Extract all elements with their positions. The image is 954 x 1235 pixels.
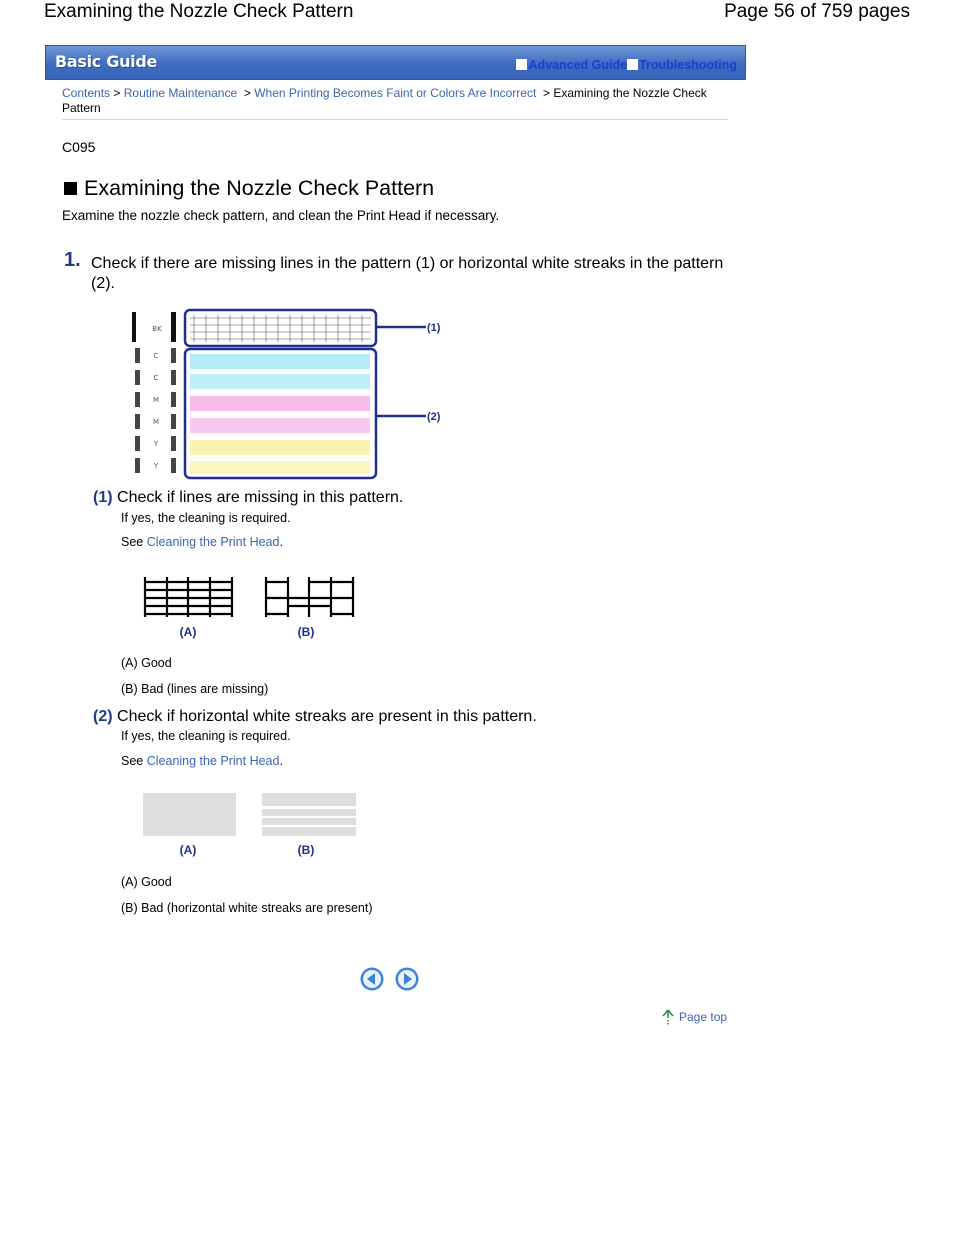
check-1-note: If yes, the cleaning is required.: [121, 511, 291, 525]
ink-label-c2: C: [153, 374, 159, 382]
cleaning-print-head-link[interactable]: Cleaning the Print Head: [146, 535, 280, 549]
cyan-bar: [190, 354, 370, 369]
document-title: Examining the Nozzle Check Pattern: [44, 1, 354, 22]
banner-links: [516, 58, 737, 72]
example-b-streaked: [262, 793, 356, 836]
callout-label-2: (2): [427, 411, 441, 423]
example-a-grid: [145, 577, 232, 617]
next-page-button[interactable]: [395, 967, 419, 991]
square-icon: [627, 59, 638, 70]
ink-label-c1: C: [153, 352, 159, 360]
square-bullet-icon: [64, 182, 77, 195]
see-suffix: .: [279, 535, 283, 549]
ink-marks: [132, 312, 176, 473]
breadcrumb-separator: >: [542, 86, 550, 100]
breadcrumb-faint-colors[interactable]: When Printing Becomes Faint or Colors Are Incorrect: [254, 86, 537, 100]
see-prefix: See: [121, 754, 144, 768]
step-number: 1.: [64, 249, 81, 271]
nozzle-check-pattern-figure: [128, 306, 448, 482]
up-arrow-icon: [662, 1009, 674, 1025]
example-a-label: (A): [179, 843, 197, 857]
check-2-number: (2): [93, 708, 113, 725]
troubleshooting-link[interactable]: Troubleshooting: [627, 58, 737, 72]
check-2-bad: (B) Bad (horizontal white streaks are present): [121, 901, 373, 915]
white-streaks-example-figure: [142, 790, 362, 860]
page-title-text: Examining the Nozzle Check Pattern: [84, 176, 435, 200]
check-1-heading: [93, 489, 403, 507]
cyan-bar: [190, 374, 370, 389]
cleaning-print-head-link[interactable]: Cleaning the Print Head: [146, 754, 280, 768]
check-2-see: [121, 754, 283, 768]
check-1-text: Check if lines are missing in this pattern.: [117, 489, 404, 506]
breadcrumb-divider: [62, 119, 728, 120]
ink-label-y2: Y: [153, 462, 159, 470]
example-a-label: (A): [179, 625, 197, 639]
check-1-see: [121, 535, 283, 549]
check-2-heading: [93, 708, 537, 726]
breadcrumb-routine-maintenance[interactable]: Routine Maintenance: [123, 86, 238, 100]
example-a-solid: [143, 793, 236, 836]
yellow-bar: [190, 461, 370, 474]
ink-label-bk: BK: [152, 325, 162, 333]
page-title: [64, 176, 434, 201]
previous-page-button[interactable]: [360, 967, 384, 991]
breadcrumb-separator: >: [113, 86, 121, 100]
check-1-bad: (B) Bad (lines are missing): [121, 682, 269, 696]
page-count: Page 56 of 759 pages: [724, 1, 910, 22]
basic-guide-logo[interactable]: Basic Guide: [55, 52, 158, 71]
missing-lines-example-figure: [142, 572, 362, 642]
square-icon: [516, 59, 527, 70]
breadcrumb-contents[interactable]: Contents: [62, 86, 111, 100]
check-1-good: (A) Good: [121, 656, 172, 670]
yellow-bar: [190, 440, 370, 455]
guide-banner: [45, 45, 746, 80]
example-b-grid: [266, 577, 353, 617]
breadcrumb-current: Examining the Nozzle Check Pattern: [62, 86, 707, 115]
page-top-label[interactable]: Page top: [679, 1010, 728, 1024]
document-code: C095: [62, 139, 96, 155]
pattern-1-box: [185, 310, 376, 346]
check-1-number: (1): [93, 489, 113, 506]
ink-label-m1: M: [152, 396, 160, 404]
example-b-label: (B): [297, 843, 315, 857]
ink-label-m2: M: [152, 418, 160, 426]
breadcrumb: [62, 86, 730, 116]
callout-label-1: (1): [427, 322, 441, 334]
see-prefix: See: [121, 535, 144, 549]
breadcrumb-separator: >: [243, 86, 251, 100]
magenta-bar: [190, 418, 370, 433]
example-b-label: (B): [297, 625, 315, 639]
see-suffix: .: [279, 754, 283, 768]
check-2-good: (A) Good: [121, 875, 172, 889]
ink-label-y1: Y: [153, 440, 159, 448]
step-text: Check if there are missing lines in the pattern (1) or horizontal white streaks in the pattern (2).: [91, 255, 724, 292]
page-top-link[interactable]: [662, 1009, 727, 1025]
magenta-bar: [190, 396, 370, 411]
advanced-guide-link[interactable]: Advanced Guide: [516, 58, 627, 72]
check-2-text: Check if horizontal white streaks are present in this pattern.: [117, 708, 537, 725]
intro-text: Examine the nozzle check pattern, and clean the Print Head if necessary.: [62, 208, 500, 223]
check-2-note: If yes, the cleaning is required.: [121, 729, 291, 743]
